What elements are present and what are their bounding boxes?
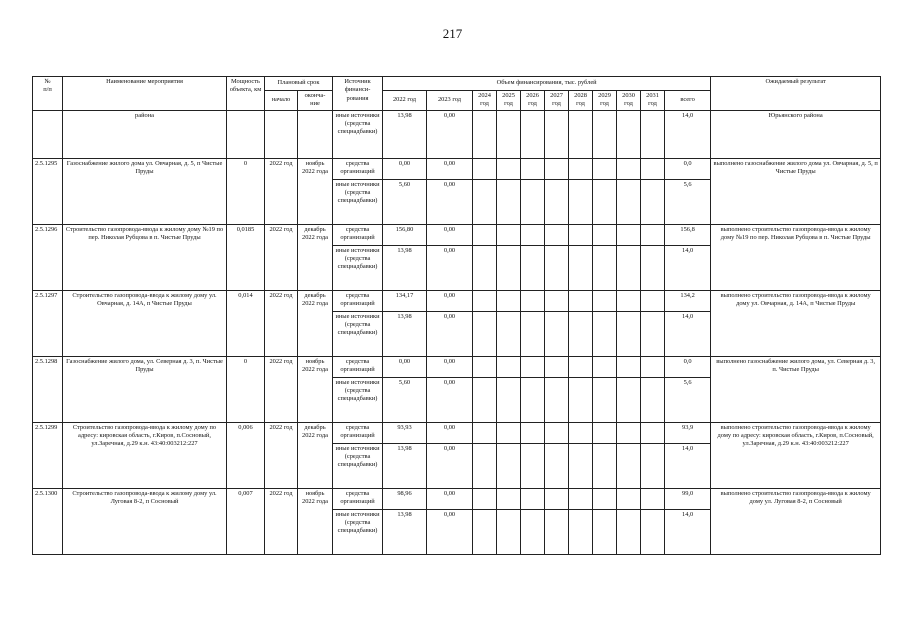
cell-source: иные источники (средства спецнадбавки) (333, 443, 383, 488)
cell-start: 2022 год (265, 158, 298, 224)
cell-amount-2022: 13,98 (383, 311, 427, 356)
cell-name: Строительство газопровода-ввода к жилому дому ул. Луговая 8-2, п Сосновый (63, 488, 227, 554)
cell-total: 93,9 (665, 422, 711, 443)
cell-amount-2022: 13,98 (383, 443, 427, 488)
cell-name: района (63, 110, 227, 158)
cell-amount-2022: 13,98 (383, 245, 427, 290)
header-total: всего (665, 91, 711, 111)
cell-total: 0,0 (665, 356, 711, 377)
header-year: 2028 год (569, 91, 593, 111)
cell-amount-2023: 0,00 (427, 110, 473, 158)
cell-capacity (227, 110, 265, 158)
cell-source: средства организаций (333, 224, 383, 245)
cell-end: ноябрь 2022 года (298, 488, 333, 554)
cell-name: Строительство газопровода-ввода к жилому дому ул. Овчарная, д. 14А, п Чистые Пруды (63, 290, 227, 356)
cell-amount-2022: 5,60 (383, 179, 427, 224)
cell-capacity: 0 (227, 158, 265, 224)
cell-start: 2022 год (265, 224, 298, 290)
cell-amount-2022: 98,96 (383, 488, 427, 509)
header-year: 2025 год (497, 91, 521, 111)
header-year: 2030 год (617, 91, 641, 111)
table-row (33, 356, 881, 377)
table-row (33, 158, 881, 179)
header-year: 2027 год (545, 91, 569, 111)
cell-result: выполнено газоснабжение жилого дома ул. Овчарная, д. 5, п Чистые Пруды (711, 158, 881, 224)
cell-source: иные источники (средства спецнадбавки) (333, 509, 383, 554)
cell-amount-2023: 0,00 (427, 443, 473, 488)
header-num: № п/п (33, 77, 63, 111)
financing-table (32, 76, 881, 555)
cell-amount-2023: 0,00 (427, 509, 473, 554)
cell-start: 2022 год (265, 356, 298, 422)
cell-end: декабрь 2022 года (298, 422, 333, 488)
cell-num: 2.5.1299 (33, 422, 63, 488)
cell-result: выполнено строительство газопровода-ввода к жилому дому №19 по пер. Николая Рубцова в п. Чистые Пруды (711, 224, 881, 290)
cell-amount-2023: 0,00 (427, 356, 473, 377)
cell-source: иные источники (средства спецнадбавки) (333, 377, 383, 422)
header-source: Источник финанси-рования (333, 77, 383, 111)
cell-num: 2.5.1295 (33, 158, 63, 224)
header-year: 2022 год (383, 91, 427, 111)
cell-result: выполнено строительство газопровода-ввода к жилому дому по адресу: кировская область, г.Киров, п.Сосновый, ул.Заречная, д.29 к.н. 43:40:003212:227 (711, 422, 881, 488)
cell-total: 14,0 (665, 110, 711, 158)
cell-capacity: 0,014 (227, 290, 265, 356)
cell-total: 14,0 (665, 509, 711, 554)
cell-num (33, 110, 63, 158)
cell-amount-2022: 0,00 (383, 158, 427, 179)
cell-start (265, 110, 298, 158)
header-start: начало (265, 91, 298, 111)
cell-source: иные источники (средства спецнадбавки) (333, 179, 383, 224)
cell-name: Газоснабжение жилого дома ул. Овчарная, д. 5, п Чистые Пруды (63, 158, 227, 224)
cell-source: иные источники (средства спецнадбавки) (333, 311, 383, 356)
cell-name: Строительство газопровода-ввода к жилому дому по адресу: кировская область, г.Киров, п.Сосновый, ул.Заречная, д.29 к.н. 43:40:003212:227 (63, 422, 227, 488)
cell-capacity: 0 (227, 356, 265, 422)
header-funding: Объем финансирования, тыс. рублей (383, 77, 711, 91)
cell-name: Строительство газопровода-ввода к жилому дому №19 по пер. Николая Рубцова в п. Чистые Пруды (63, 224, 227, 290)
cell-amount-2023: 0,00 (427, 290, 473, 311)
cell-amount-2022: 13,98 (383, 509, 427, 554)
cell-num: 2.5.1300 (33, 488, 63, 554)
page-number: 217 (442, 26, 463, 41)
cell-amount-2022: 5,60 (383, 377, 427, 422)
cell-amount-2023: 0,00 (427, 488, 473, 509)
table-row (33, 224, 881, 245)
cell-name: Газоснабжение жилого дома, ул. Северная д. 3, п. Чистые Пруды (63, 356, 227, 422)
cell-source: средства организаций (333, 158, 383, 179)
header-end: оконча-ние (298, 91, 333, 111)
header-year: 2024 год (473, 91, 497, 111)
header-year: 2031 год (641, 91, 665, 111)
table-row (33, 488, 881, 509)
cell-total: 99,0 (665, 488, 711, 509)
cell-capacity: 0,0185 (227, 224, 265, 290)
header-name: Наименование мероприятия (63, 77, 227, 111)
cell-start: 2022 год (265, 422, 298, 488)
table-row (33, 422, 881, 443)
cell-amount-2023: 0,00 (427, 311, 473, 356)
header-result: Ожидаемый результат (711, 77, 881, 111)
cell-start: 2022 год (265, 290, 298, 356)
cell-end: декабрь 2022 года (298, 224, 333, 290)
cell-amount-2022: 134,17 (383, 290, 427, 311)
cell-result: выполнено газоснабжение жилого дома, ул. Северная д. 3, п. Чистые Пруды (711, 356, 881, 422)
cell-amount-2022: 0,00 (383, 356, 427, 377)
cell-total: 156,8 (665, 224, 711, 245)
header-year: 2029 год (593, 91, 617, 111)
cell-total: 14,0 (665, 443, 711, 488)
cell-amount-2023: 0,00 (427, 422, 473, 443)
cell-end: декабрь 2022 года (298, 290, 333, 356)
cell-capacity: 0,007 (227, 488, 265, 554)
cell-source: средства организаций (333, 488, 383, 509)
header-capacity: Мощность объекта, км (227, 77, 265, 111)
cell-amount-2022: 93,93 (383, 422, 427, 443)
cell-end: ноябрь 2022 года (298, 356, 333, 422)
cell-end: ноябрь 2022 года (298, 158, 333, 224)
table-row (33, 290, 881, 311)
cell-num: 2.5.1296 (33, 224, 63, 290)
header-year: 2026 год (521, 91, 545, 111)
cell-total: 5,6 (665, 179, 711, 224)
cell-amount-2023: 0,00 (427, 179, 473, 224)
cell-source: иные источники (средства спецнадбавки) (333, 245, 383, 290)
cell-source: средства организаций (333, 356, 383, 377)
cell-num: 2.5.1297 (33, 290, 63, 356)
cell-amount-2023: 0,00 (427, 158, 473, 179)
cell-result: Юрьянского района (711, 110, 881, 158)
cell-result: выполнено строительство газопровода-ввода к жилому дому ул. Овчарная, д. 14А, п Чистые Пруды (711, 290, 881, 356)
continuation-row (33, 110, 881, 158)
cell-source: средства организаций (333, 422, 383, 443)
cell-total: 14,0 (665, 245, 711, 290)
cell-num: 2.5.1298 (33, 356, 63, 422)
cell-total: 0,0 (665, 158, 711, 179)
cell-amount-2022: 13,98 (383, 110, 427, 158)
cell-capacity: 0,006 (227, 422, 265, 488)
cell-amount-2023: 0,00 (427, 377, 473, 422)
cell-total: 5,6 (665, 377, 711, 422)
header-plan-term: Плановый срок (265, 77, 333, 91)
header-year: 2023 год (427, 91, 473, 111)
cell-source: средства организаций (333, 290, 383, 311)
cell-start: 2022 год (265, 488, 298, 554)
cell-amount-2023: 0,00 (427, 245, 473, 290)
cell-total: 14,0 (665, 311, 711, 356)
cell-end (298, 110, 333, 158)
cell-source: иные источники (средства спецнадбавки) (333, 110, 383, 158)
cell-total: 134,2 (665, 290, 711, 311)
cell-amount-2023: 0,00 (427, 224, 473, 245)
cell-amount-2022: 156,80 (383, 224, 427, 245)
cell-result: выполнено строительство газопровода-ввода к жилому дому ул. Луговая 8-2, п Сосновый (711, 488, 881, 554)
